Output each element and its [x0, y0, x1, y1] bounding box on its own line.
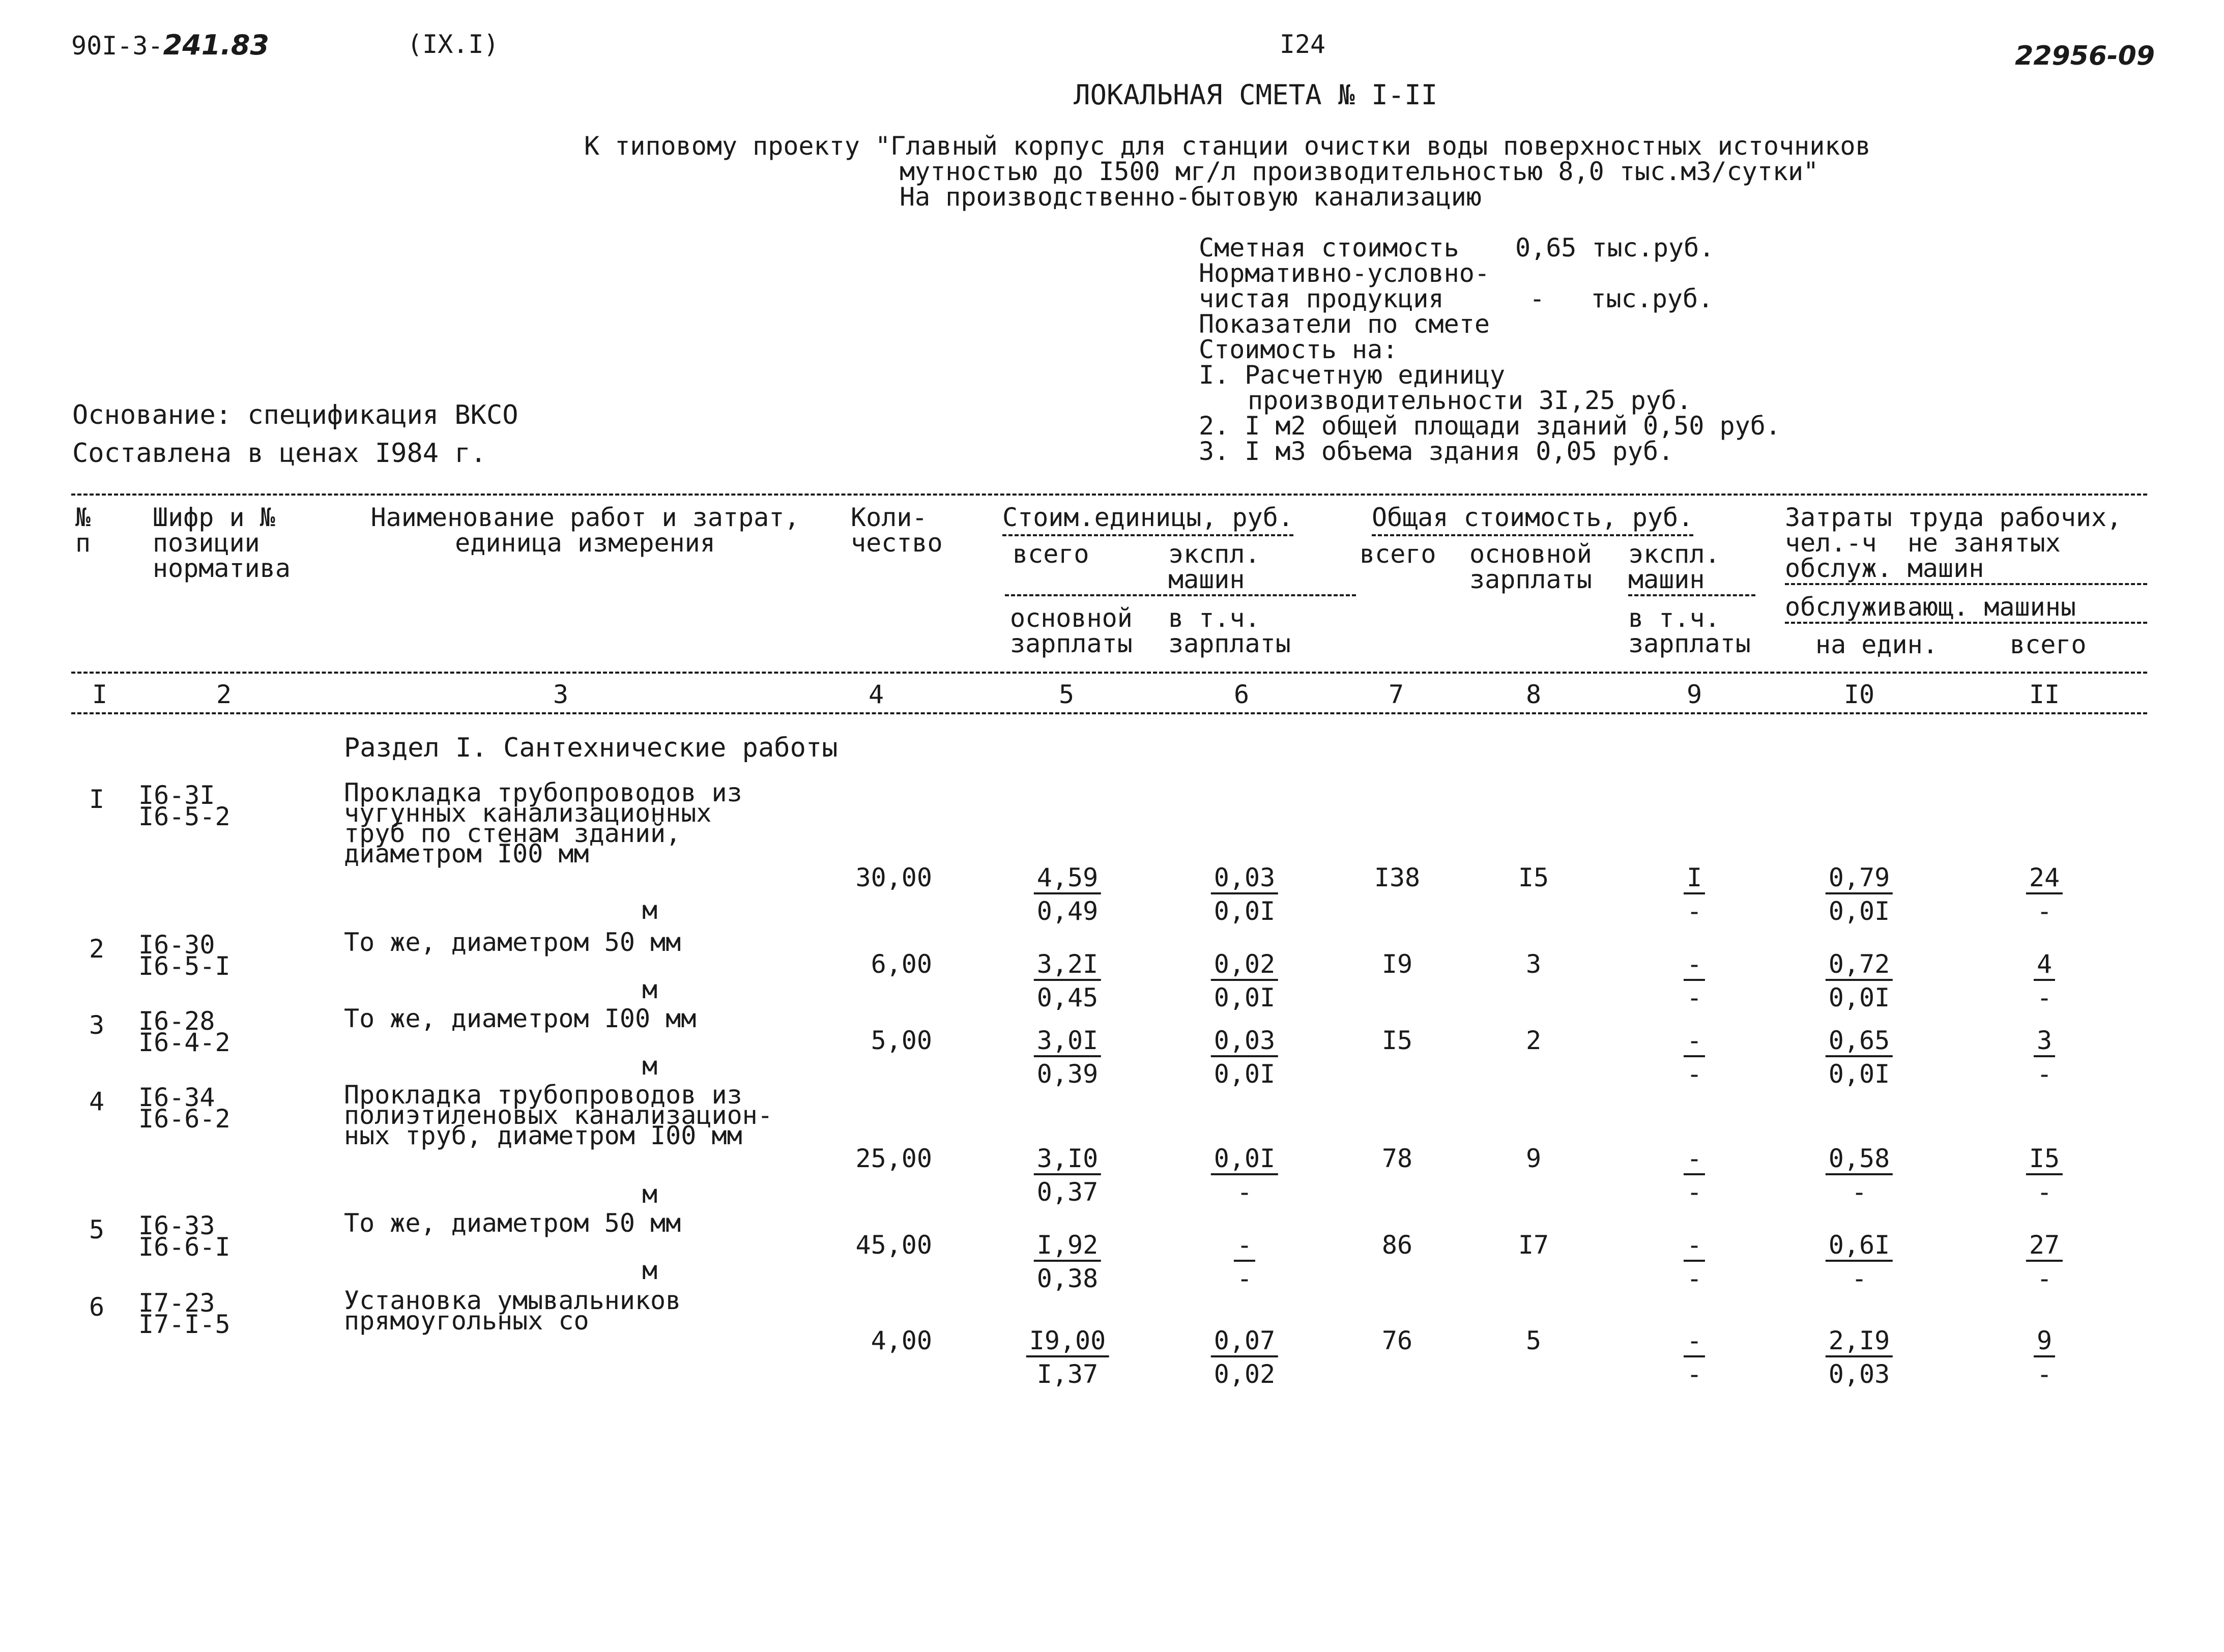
work-name: То же, диаметром 50 мм [344, 1208, 681, 1238]
c6-bottom: 0,02 [1214, 1359, 1276, 1389]
unit-of-measure: м [642, 975, 658, 1004]
col-number: 7 [1388, 680, 1404, 709]
c6-top: 0,03 [1211, 865, 1278, 894]
col-header-total-all: всего [1360, 539, 1436, 569]
table-top-rule [71, 494, 2147, 496]
unit-cost-sub-rule [1005, 594, 1356, 596]
col-number: 9 [1686, 680, 1702, 709]
c9-bottom: - [1686, 1359, 1702, 1389]
page-number: I24 [1279, 30, 1326, 59]
c6-top: 0,02 [1211, 951, 1278, 981]
total-base-salary: 3 [1525, 949, 1542, 979]
unit-of-measure: м [642, 895, 658, 925]
c11-top: 24 [2026, 865, 2063, 894]
c5-bottom: 0,38 [1036, 1264, 1099, 1293]
fraction-c10 [1826, 865, 1893, 924]
norm-code-1: I6-34 [138, 1083, 215, 1112]
prices-year-line: Составлена в ценах I984 г. [72, 438, 486, 469]
c11-top: I5 [2026, 1146, 2063, 1175]
c9-top: - [1684, 1146, 1705, 1175]
c6-top: - [1234, 1232, 1255, 1262]
total-cost: I5 [1381, 1026, 1413, 1055]
c10-bottom: - [1851, 1177, 1867, 1207]
row-number: 5 [89, 1215, 105, 1244]
fraction-c6 [1211, 1028, 1278, 1087]
c9-bottom: - [1686, 1177, 1702, 1207]
c11-bottom: - [2036, 1059, 2053, 1089]
c11-top: 4 [2034, 951, 2055, 981]
row-number: 2 [89, 934, 105, 964]
c5-bottom: 0,37 [1036, 1177, 1099, 1207]
c5-bottom: 0,49 [1036, 896, 1099, 926]
c5-top: I9,00 [1026, 1328, 1109, 1357]
work-name: То же, диаметром I00 мм [344, 1004, 697, 1033]
row-number: 3 [89, 1010, 105, 1040]
indicators-label: Показатели по смете [1199, 309, 1490, 339]
c5-bottom: 0,39 [1036, 1059, 1099, 1089]
col-header-unit-incl-salary: в т.ч. зарплаты [1168, 603, 1291, 658]
c10-top: 2,I9 [1826, 1328, 1893, 1357]
c10-top: 0,58 [1826, 1146, 1893, 1175]
norm-code-2: I6-4-2 [138, 1028, 230, 1057]
c6-top: 0,07 [1211, 1328, 1278, 1357]
total-cost: I9 [1381, 949, 1413, 979]
c5-top: 3,0I [1034, 1028, 1101, 1057]
c10-bottom: 0,0I [1828, 1059, 1890, 1089]
c9-top: - [1684, 1232, 1705, 1262]
fraction-c11 [2034, 951, 2055, 1010]
total-machine-sub-rule [1628, 594, 1755, 596]
work-name: То же, диаметром 50 мм [344, 928, 681, 957]
fraction-c9 [1684, 1028, 1705, 1087]
unit-of-measure: м [642, 1051, 658, 1081]
c5-bottom: I,37 [1036, 1359, 1099, 1389]
page-title: ЛОКАЛЬНАЯ СМЕТА № I-II [1074, 79, 1438, 111]
work-name: Установка умывальников прямоугольных со [344, 1286, 681, 1336]
indicator-2: 2. I м2 общей площади зданий 0,50 руб. [1199, 411, 1781, 441]
col-header-labor: Затраты труда рабочих, [1785, 503, 2122, 532]
cost-value: 0,65 тыс.руб. [1515, 233, 1715, 263]
fraction-c11 [2026, 1232, 2063, 1291]
fraction-c5 [1026, 1328, 1109, 1387]
section-reference: (IX.I) [407, 30, 499, 59]
c10-bottom: 0,0I [1828, 983, 1890, 1012]
work-name: Прокладка трубопроводов из чугунных канализационных труб по стенам зданий, диаметром I00 мм [344, 778, 742, 868]
c6-top: 0,03 [1211, 1028, 1278, 1057]
labor-sub-rule-1 [1785, 583, 2147, 585]
fraction-c6 [1211, 865, 1278, 924]
fraction-c5 [1034, 1028, 1101, 1087]
c9-top: - [1684, 1028, 1705, 1057]
col-header-unit-total: всего [1013, 539, 1089, 569]
fraction-c9 [1684, 1232, 1705, 1291]
column-numbers-rule [71, 712, 2147, 714]
norm-code-2: I6-6-2 [138, 1104, 230, 1134]
total-base-salary: 2 [1525, 1026, 1542, 1055]
subtitle-line-1: К типовому проекту "Главный корпус для станции очистки воды поверхностных источников [584, 131, 1871, 161]
work-name: Прокладка трубопроводов из полиэтиленовых канализацион- ных труб, диаметром I00 мм [344, 1080, 773, 1150]
c11-top: 27 [2026, 1232, 2063, 1262]
row-number: 4 [89, 1087, 105, 1116]
col-header-name: Наименование работ и затрат, единица измерения [370, 503, 800, 558]
c9-top: I [1684, 865, 1705, 894]
col-number: II [2029, 680, 2060, 709]
fraction-c10 [1826, 1146, 1893, 1205]
nup-value: - тыс.руб. [1529, 284, 1714, 313]
c11-bottom: - [2036, 983, 2053, 1012]
col-header-labor-total: всего [2010, 630, 2087, 659]
col-header-quantity: Коли- чество [851, 503, 943, 558]
cost-on-label: Стоимость на: [1199, 335, 1398, 364]
document-code: 90I-3-241.83 [71, 29, 270, 61]
fraction-c6 [1211, 1146, 1278, 1205]
col-header-unit-machine: экспл. машин [1168, 539, 1260, 594]
c10-bottom: 0,03 [1828, 1359, 1890, 1389]
fraction-c9 [1684, 951, 1705, 1010]
col-number: 2 [216, 680, 232, 709]
fraction-c11 [2034, 1028, 2055, 1087]
c10-top: 0,6I [1826, 1232, 1893, 1262]
c9-top: - [1684, 951, 1705, 981]
c11-top: 3 [2034, 1028, 2055, 1057]
c9-bottom: - [1686, 983, 1702, 1012]
cost-label: Сметная стоимость [1199, 233, 1459, 263]
col-header-total-cost: Общая стоимость, руб. [1372, 505, 1693, 530]
fraction-c9 [1684, 1146, 1705, 1205]
labor-sub-rule-2 [1785, 622, 2147, 624]
norm-code-1: I6-28 [138, 1006, 215, 1036]
archive-stamp: 22956-09 [2015, 41, 2155, 71]
fraction-c5 [1034, 865, 1101, 924]
norm-code-1: I6-30 [138, 930, 215, 960]
col-number: I [92, 680, 108, 709]
c11-bottom: - [2036, 896, 2053, 926]
unit-of-measure: м [642, 1179, 658, 1209]
subtitle-line-3: На производственно-бытовую канализацию [900, 182, 1482, 212]
norm-code-1: I6-33 [138, 1211, 215, 1240]
c11-bottom: - [2036, 1359, 2053, 1389]
total-base-salary: 9 [1525, 1144, 1542, 1173]
c10-bottom: - [1851, 1264, 1867, 1293]
fraction-c9 [1684, 1328, 1705, 1387]
col-number: 6 [1233, 680, 1250, 709]
fraction-c11 [2026, 865, 2063, 924]
section-title: Раздел I. Сантехнические работы [344, 733, 838, 763]
fraction-c10 [1826, 951, 1893, 1010]
indicator-3: 3. I м3 объема здания 0,05 руб. [1199, 437, 1674, 466]
c5-top: I,92 [1034, 1232, 1101, 1262]
norm-code-2: I6-6-I [138, 1232, 230, 1262]
norm-code-1: I6-3I [138, 780, 215, 810]
c5-top: 3,2I [1034, 951, 1101, 981]
c6-bottom: - [1236, 1177, 1253, 1207]
col-header-labor-4: обслуживающ. машины [1785, 592, 2076, 622]
nup-label-1: Нормативно-условно- [1199, 258, 1490, 288]
norm-code-1: I7-23 [138, 1288, 215, 1318]
fraction-c6 [1211, 1328, 1278, 1387]
c6-top: 0,0I [1211, 1146, 1278, 1175]
indicator-1-value: производительности 3I,25 руб. [1248, 386, 1692, 415]
c6-bottom: - [1236, 1264, 1253, 1293]
nup-label-2: чистая продукция [1199, 284, 1444, 313]
c10-bottom: 0,0I [1828, 896, 1890, 926]
col-header-unit-base-salary: основной зарплаты [1010, 603, 1133, 658]
c9-top: - [1684, 1328, 1705, 1357]
fraction-c5 [1034, 951, 1101, 1010]
col-number: I0 [1843, 680, 1875, 709]
col-header-unit-cost: Стоим.единицы, руб. [1002, 505, 1293, 530]
fraction-c5 [1034, 1232, 1101, 1291]
fraction-c10 [1826, 1028, 1893, 1087]
c10-top: 0,79 [1826, 865, 1893, 894]
c9-bottom: - [1686, 1264, 1702, 1293]
subtitle-line-2: мутностью до I500 мг/л производительностью 8,0 тыс.м3/сутки" [900, 157, 1819, 186]
c11-top: 9 [2034, 1328, 2055, 1357]
c5-top: 4,59 [1034, 865, 1101, 894]
col-header-number: № п [75, 503, 91, 558]
c11-bottom: - [2036, 1177, 2053, 1207]
c6-bottom: 0,0I [1214, 1059, 1276, 1089]
c6-bottom: 0,0I [1214, 896, 1276, 926]
quantity: 25,00 [855, 1144, 932, 1173]
fraction-c10 [1826, 1232, 1893, 1291]
col-number: 4 [868, 680, 884, 709]
total-cost: 76 [1381, 1326, 1413, 1355]
c9-bottom: - [1686, 1059, 1702, 1089]
indicator-1: I. Расчетную единицу [1199, 360, 1506, 390]
total-base-salary: 5 [1525, 1326, 1542, 1355]
col-number: 3 [553, 680, 569, 709]
col-header-labor-3: обслуж. машин [1785, 554, 1984, 583]
quantity: 6,00 [871, 949, 932, 979]
basis-line: Основание: спецификация ВКСО [72, 400, 518, 430]
fraction-c11 [2034, 1328, 2055, 1387]
col-header-total-base-salary: основной зарплаты [1469, 539, 1592, 594]
c11-bottom: - [2036, 1264, 2053, 1293]
row-number: I [89, 785, 105, 814]
total-cost: 86 [1381, 1230, 1413, 1260]
c5-bottom: 0,45 [1036, 983, 1099, 1012]
header-bottom-rule [71, 672, 2147, 674]
col-number: 5 [1058, 680, 1075, 709]
col-header-total-incl-salary: в т.ч. зарплаты [1628, 603, 1751, 658]
total-base-salary: I7 [1518, 1230, 1549, 1260]
unit-of-measure: м [642, 1256, 658, 1285]
c6-bottom: 0,0I [1214, 983, 1276, 1012]
quantity: 5,00 [871, 1026, 932, 1055]
norm-code-2: I6-5-I [138, 951, 230, 981]
col-header-total-machine: экспл. машин [1628, 539, 1720, 594]
fraction-c9 [1684, 865, 1705, 924]
quantity: 45,00 [855, 1230, 932, 1260]
quantity: 4,00 [871, 1326, 932, 1355]
fraction-c10 [1826, 1328, 1893, 1387]
total-cost: I38 [1374, 863, 1421, 892]
fraction-c6 [1211, 951, 1278, 1010]
c5-top: 3,I0 [1034, 1146, 1101, 1175]
total-base-salary: I5 [1518, 863, 1549, 892]
fraction-c11 [2026, 1146, 2063, 1205]
quantity: 30,00 [855, 863, 932, 892]
fraction-c5 [1034, 1146, 1101, 1205]
row-number: 6 [89, 1292, 105, 1322]
c10-top: 0,72 [1826, 951, 1893, 981]
fraction-c6 [1234, 1232, 1255, 1291]
col-header-labor-per-unit: на един. [1815, 630, 1938, 659]
c10-top: 0,65 [1826, 1028, 1893, 1057]
total-cost: 78 [1381, 1144, 1413, 1173]
norm-code-2: I7-I-5 [138, 1310, 230, 1339]
norm-code-2: I6-5-2 [138, 802, 230, 831]
c9-bottom: - [1686, 896, 1702, 926]
col-header-labor-2: чел.-ч не занятых [1785, 528, 2061, 558]
col-number: 8 [1525, 680, 1542, 709]
col-header-code: Шифр и № позиции норматива [153, 503, 291, 583]
